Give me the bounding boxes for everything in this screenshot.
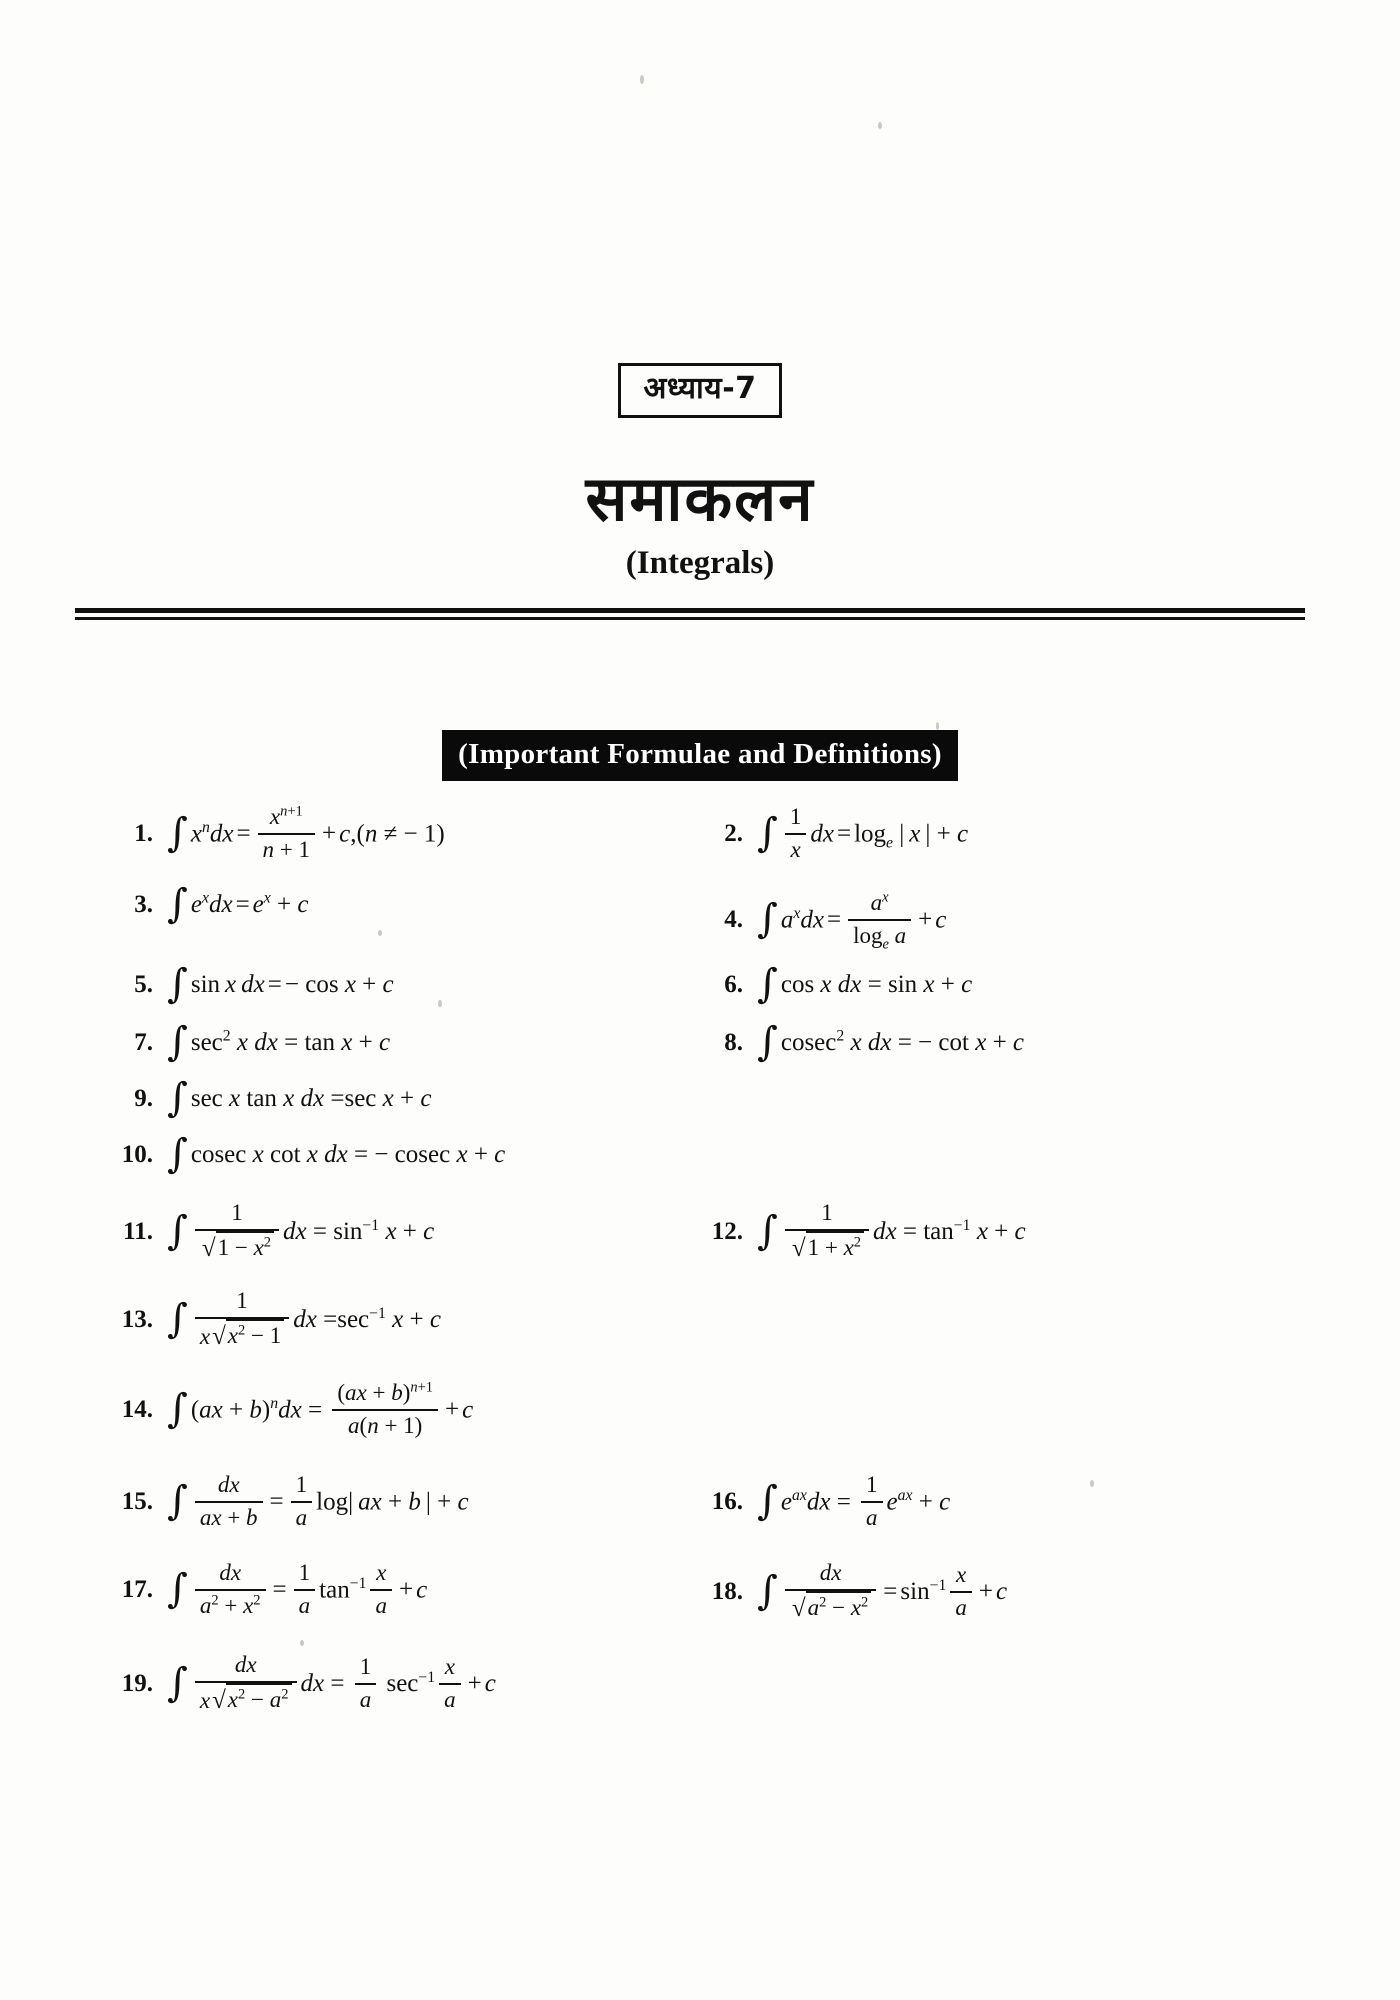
- integral-sign-icon: ∫: [167, 1566, 188, 1613]
- formula-row: [95, 1381, 1315, 1473]
- formula-expression: ∫ $\frac{dx}{√a^2 - x^2}$ = $\sin^{-1}$ $\frac{x}{a}$ + c: [757, 1561, 1007, 1626]
- formula-number: 10.: [121, 1141, 153, 1168]
- section-banner-container: [0, 730, 1400, 781]
- radical-icon: $√x^2 - 1$: [210, 1320, 284, 1352]
- integral-sign-icon: ∫: [167, 1075, 188, 1121]
- formula-expression: ∫ $e^{ax}dx$ = $\frac{1}{a}$ $e^{ax} + c$: [757, 1472, 951, 1530]
- formula-number: 14.: [121, 1396, 153, 1424]
- page-title: समाकलन: [585, 462, 815, 535]
- formula-item-3: [95, 881, 655, 927]
- formula-expression: ∫ cosec$^2$ x dx = − cot x + c: [757, 1019, 1025, 1065]
- formula-expression: ∫ sin x dx = − cos x + c: [167, 961, 394, 1007]
- formula-expression: ∫ $\frac{dx}{a^2 + x^2}$ = $\frac{1}{a}$ $\tan^{-1}$ $\frac{x}{a}$ + c: [167, 1560, 428, 1618]
- formula-number: 13.: [121, 1306, 153, 1334]
- formula-number: 11.: [123, 1218, 153, 1246]
- formula-number: 19.: [121, 1670, 153, 1698]
- formula-row: [95, 1075, 1315, 1141]
- integral-sign-icon: ∫: [757, 1019, 778, 1065]
- formula-expression: ∫ $\frac{1}{x√x^2 - 1}$ dx $=\sec^{-1}$ x + c: [167, 1289, 441, 1354]
- formula-row: [95, 881, 1315, 971]
- formula-item-16: [655, 1473, 1245, 1535]
- integral-sign-icon: ∫: [757, 961, 778, 1007]
- formula-item-17: [95, 1561, 655, 1623]
- formula-row: [95, 1653, 1315, 1745]
- formula-number: 17.: [121, 1576, 153, 1604]
- formula-expression: ∫ $x^ndx$ = $\frac{x^{n+1}}{n + 1}$ + c,(n ≠ − 1): [167, 803, 445, 862]
- formula-item-15: [95, 1473, 655, 1535]
- formula-row: [95, 1561, 1315, 1653]
- integral-sign-icon: ∫: [167, 1131, 188, 1177]
- formula-item-13: [95, 1289, 655, 1354]
- formula-number: 4.: [724, 906, 743, 934]
- formula-item-11: [95, 1201, 655, 1266]
- formula-number: 9.: [134, 1085, 153, 1112]
- scan-speck: [936, 722, 939, 730]
- formula-item-19: [95, 1653, 655, 1718]
- formula-number: 2.: [724, 820, 743, 848]
- formula-expression: ∫ $\frac{1}{√1 + x^2}$ dx = $\tan^{-1} x + c$: [757, 1201, 1026, 1266]
- formula-item-9: [95, 1075, 655, 1121]
- integral-sign-icon: ∫: [167, 1660, 188, 1707]
- integral-sign-icon: ∫: [757, 810, 778, 857]
- integral-sign-icon: ∫: [167, 961, 188, 1007]
- page-subtitle: (Integrals): [625, 545, 775, 581]
- formula-number: 7.: [134, 1029, 153, 1056]
- radical-icon: $√x^2 - a^2$: [210, 1684, 291, 1716]
- integral-sign-icon: ∫: [757, 1568, 778, 1615]
- formula-expression: ∫ $a^xdx$ = $\frac{a^x}{\log_e a}$ + c: [757, 889, 947, 953]
- formula-item-1: [95, 805, 655, 867]
- integral-sign-icon: ∫: [167, 1386, 188, 1433]
- integral-sign-icon: ∫: [757, 896, 778, 943]
- formula-number: 16.: [711, 1488, 743, 1516]
- integral-sign-icon: ∫: [167, 1019, 188, 1065]
- formula-item-4: [655, 891, 1245, 953]
- header-divider: [75, 608, 1305, 620]
- divider-line-thick: [75, 608, 1305, 613]
- formula-expression: ∫ cosec x cot x dx = − cosec x + c: [167, 1131, 506, 1177]
- formula-expression: ∫ $\frac{dx}{x√x^2 - a^2}$ dx = $\frac{1}{a}$ $\sec^{-1}$ $\frac{x}{a}$ + c: [167, 1653, 496, 1718]
- formula-expression: ∫ cos x dx = sin x + c: [757, 961, 973, 1007]
- divider-line-thin: [75, 617, 1305, 620]
- formula-number: 1.: [134, 820, 153, 848]
- formula-expression: ∫ sec x tan x dx =sec x + c: [167, 1075, 432, 1121]
- formula-row: [95, 805, 1315, 891]
- formula-number: 6.: [724, 971, 743, 998]
- formula-item-14: [95, 1381, 655, 1443]
- formula-item-6: [655, 961, 1245, 1007]
- formula-item-12: [655, 1201, 1245, 1266]
- section-banner: (Important Formulae and Definitions): [442, 730, 958, 781]
- formula-row: [95, 1201, 1315, 1289]
- integral-sign-icon: ∫: [167, 881, 188, 927]
- formula-item-18: [655, 1561, 1245, 1626]
- chapter-badge: अध्याय-7: [618, 363, 781, 418]
- formula-row: [95, 961, 1315, 1029]
- chapter-badge-container: [0, 363, 1400, 418]
- formula-item-5: [95, 961, 655, 1007]
- formula-item-7: [95, 1019, 655, 1065]
- integral-sign-icon: ∫: [167, 810, 188, 857]
- formula-expression: ∫ $\frac{1}{x}$ dx = $\log_e$ | x | + c: [757, 804, 969, 862]
- radical-icon: $√a^2 - x^2$: [790, 1592, 871, 1624]
- formula-row: [95, 1131, 1315, 1201]
- formula-expression: ∫ $\frac{dx}{ax + b}$ = $\frac{1}{a}$ log| ax + b | + c: [167, 1472, 469, 1530]
- formula-number: 3.: [134, 891, 153, 918]
- radical-icon: $√1 + x^2$: [790, 1232, 864, 1264]
- radical-icon: $√1 - x^2$: [200, 1232, 274, 1264]
- formula-item-10: [95, 1131, 655, 1177]
- formula-item-8: [655, 1019, 1245, 1065]
- formula-row: [95, 1473, 1315, 1561]
- integral-sign-icon: ∫: [167, 1296, 188, 1343]
- integral-sign-icon: ∫: [167, 1478, 188, 1525]
- formula-number: 15.: [121, 1488, 153, 1516]
- integral-sign-icon: ∫: [757, 1478, 778, 1525]
- formula-expression: ∫ $\sec^2 x$ dx = tan x + c: [167, 1019, 391, 1065]
- formula-expression: ∫ $\frac{1}{√1 - x^2}$ dx = $\sin^{-1} x + c$: [167, 1201, 434, 1266]
- integral-sign-icon: ∫: [757, 1208, 778, 1255]
- formula-number: 18.: [711, 1578, 743, 1606]
- scan-speck: [878, 122, 882, 129]
- formula-expression: ∫ $e^xdx = e^x + c$: [167, 881, 309, 927]
- formula-number: 5.: [134, 971, 153, 998]
- formula-number: 8.: [724, 1029, 743, 1056]
- integral-sign-icon: ∫: [167, 1208, 188, 1255]
- formula-list: [95, 805, 1315, 1745]
- formula-row: [95, 1289, 1315, 1381]
- formula-row: [95, 1019, 1315, 1085]
- formula-number: 12.: [711, 1218, 743, 1246]
- formula-item-2: [655, 805, 1245, 867]
- scan-speck: [640, 75, 644, 84]
- formula-expression: ∫ (ax + b)$^n$dx = $\frac{(ax + b)^{n+1}}{a(n + 1)}$ + c: [167, 1379, 474, 1438]
